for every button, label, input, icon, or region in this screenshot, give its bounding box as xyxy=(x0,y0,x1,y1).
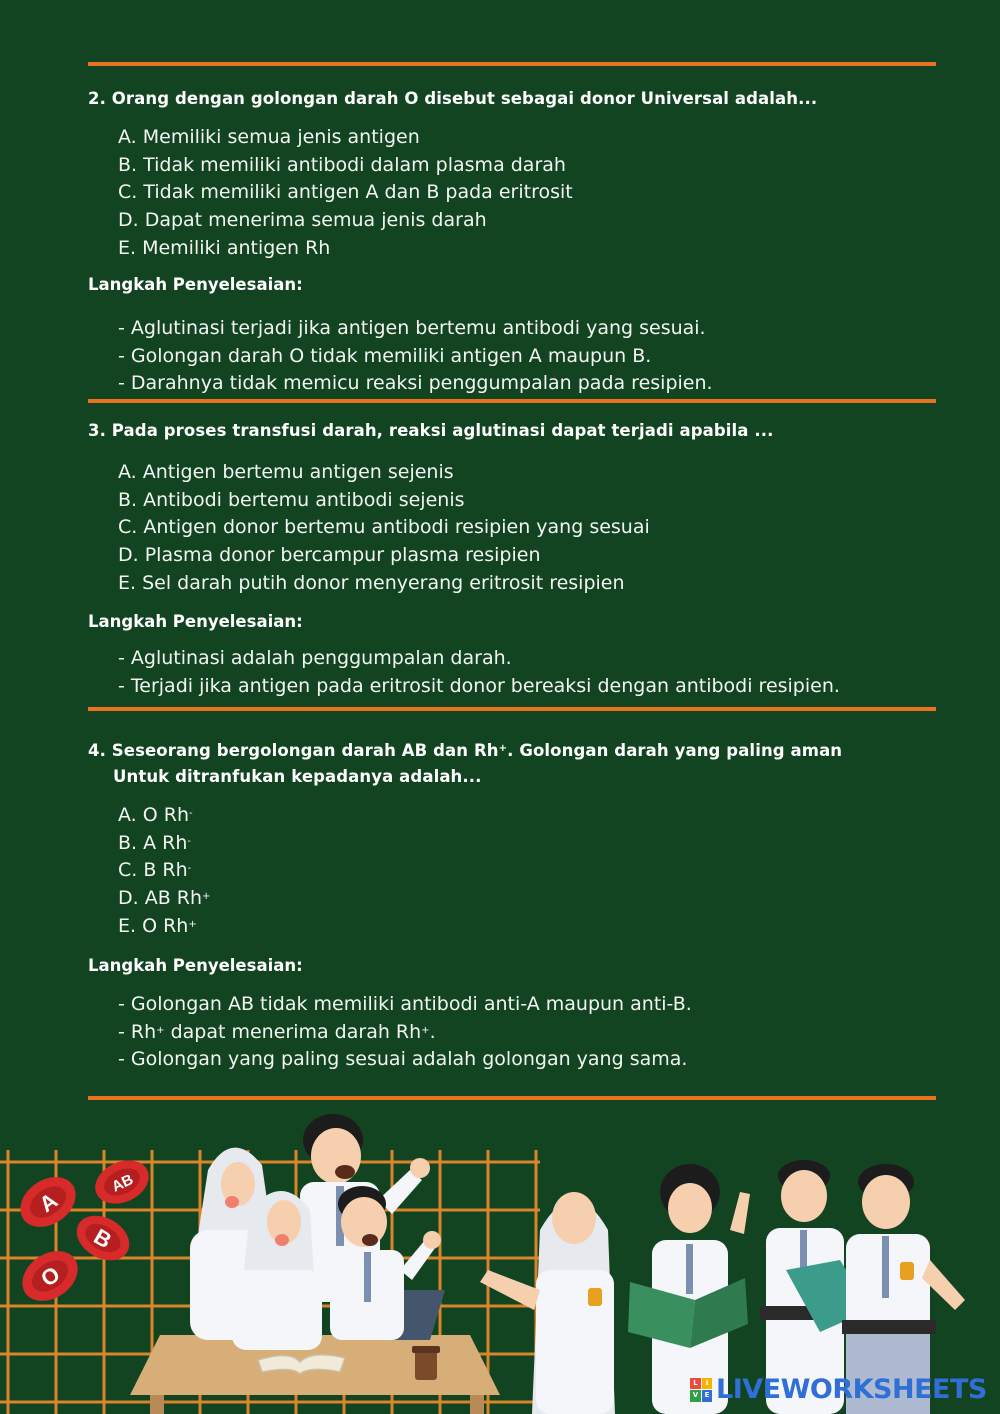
liveworksheets-watermark xyxy=(690,1374,987,1405)
question-4-line1: 4. Seseorang bergolongan darah AB dan Rh+. Golongan darah yang paling aman xyxy=(88,741,843,760)
option: C. Tidak memiliki antigen A dan B pada eritrosit xyxy=(118,181,573,204)
option: E. O Rh+ xyxy=(118,914,197,937)
option: A. Memiliki semua jenis antigen xyxy=(118,126,420,148)
question-3-options xyxy=(118,459,650,598)
option: D. AB Rh+ xyxy=(118,887,211,910)
divider xyxy=(88,707,936,711)
question-2-title: 2. Orang dengan golongan darah O disebut sebagai donor Universal adalah... xyxy=(88,89,818,108)
step: - Terjadi jika antigen pada eritrosit donor bereaksi dengan antibodi resipien. xyxy=(118,674,840,697)
question-3-title: 3. Pada proses transfusi darah, reaksi aglutinasi dapat terjadi apabila ... xyxy=(88,421,774,440)
step: - Aglutinasi adalah penggumpalan darah. xyxy=(118,647,512,669)
option: D. Dapat menerima semua jenis darah xyxy=(118,209,487,232)
step: - Golongan yang paling sesuai adalah golongan yang sama. xyxy=(118,1048,688,1071)
question-3-steps xyxy=(118,645,840,700)
blood-cell-b-label: B xyxy=(89,1223,116,1254)
blood-cell-o-label: O xyxy=(36,1261,65,1292)
blood-cell-o xyxy=(13,1241,87,1311)
option: C. Antigen donor bertemu antibodi resipien yang sesuai xyxy=(118,516,650,539)
option: A. O Rh- xyxy=(118,804,193,826)
question-4-options xyxy=(118,802,210,941)
option: B. Tidak memiliki antibodi dalam plasma darah xyxy=(118,153,566,176)
question-4-line2: Untuk ditranfukan kepadanya adalah... xyxy=(113,767,482,786)
step: - Darahnya tidak memicu reaksi penggumpalan pada resipien. xyxy=(118,372,713,395)
student-hijab-right xyxy=(480,1192,615,1414)
question-2-options xyxy=(118,124,573,263)
option: B. A Rh- xyxy=(118,831,192,854)
liveworksheets-logo-icon: L I V E xyxy=(690,1378,712,1402)
steps-label-4: Langkah Penyelesaian: xyxy=(88,956,303,975)
steps-label-3: Langkah Penyelesaian: xyxy=(88,612,303,631)
option: B. Antibodi bertemu antibodi sejenis xyxy=(118,488,465,511)
students-illustration xyxy=(0,1110,1000,1414)
question-4-title xyxy=(88,738,948,790)
option: E. Memiliki antigen Rh xyxy=(118,236,331,259)
divider-top xyxy=(88,62,936,66)
divider xyxy=(88,399,936,403)
option: C. B Rh- xyxy=(118,859,192,882)
coffee-cup xyxy=(415,1350,437,1380)
question-2-steps xyxy=(118,315,713,398)
blood-cell-ab-label: AB xyxy=(109,1171,137,1196)
option: E. Sel darah putih donor menyerang eritrosit resipien xyxy=(118,571,625,594)
blood-cell-a-label: A xyxy=(34,1187,62,1218)
option: D. Plasma donor bercampur plasma resipien xyxy=(118,544,541,567)
divider-bottom xyxy=(88,1096,936,1100)
steps-label-2: Langkah Penyelesaian: xyxy=(88,275,303,294)
option: A. Antigen bertemu antigen sejenis xyxy=(118,461,454,483)
step: - Golongan darah O tidak memiliki antigen A maupun B. xyxy=(118,344,652,367)
step: - Aglutinasi terjadi jika antigen bertemu antibodi yang sesuai. xyxy=(118,317,706,339)
step: - Rh+ dapat menerima darah Rh+. xyxy=(118,1020,436,1043)
blood-cell-a xyxy=(11,1167,85,1237)
watermark-text: LIVEWORKSHEETS xyxy=(716,1374,987,1405)
step: - Golongan AB tidak memiliki antibodi anti-A maupun anti-B. xyxy=(118,993,692,1015)
question-4-steps xyxy=(118,991,692,1074)
